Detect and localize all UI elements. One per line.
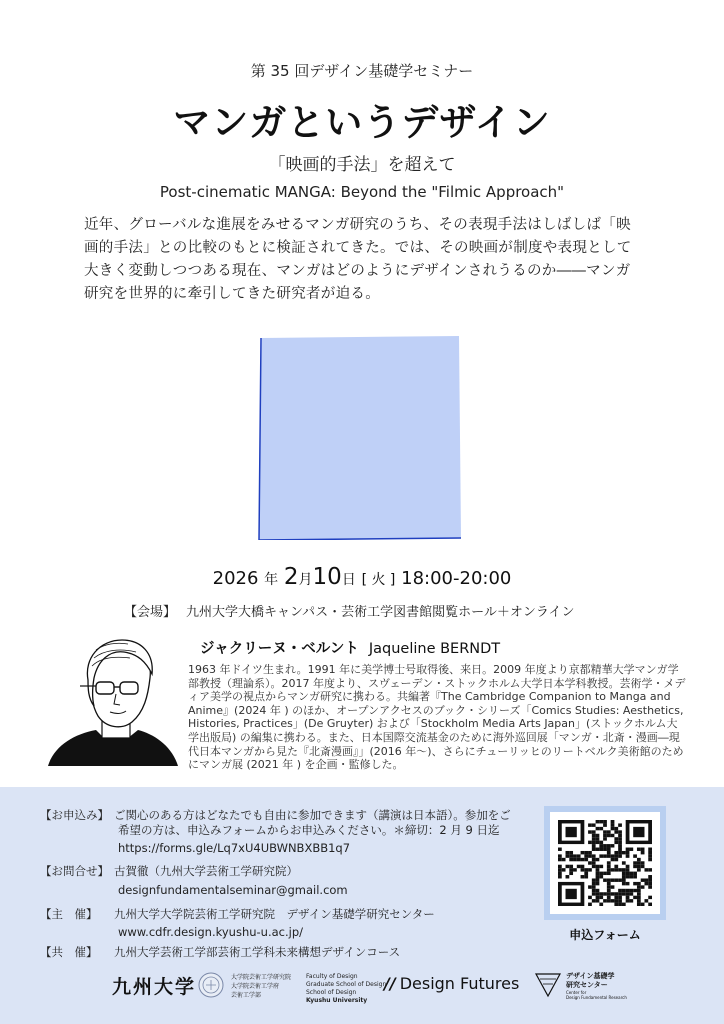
event-day: 10 [312, 564, 342, 590]
cohost-name: 九州大学芸術工学部芸術工学科未来構想デザインコース [114, 945, 401, 959]
cohost-label: 【共 催】 [40, 945, 98, 959]
contact-name: 古賀徹（九州大学芸術工学研究院） [114, 864, 298, 878]
event-day-unit: 日 [341, 572, 356, 588]
qr-caption: 申込フォーム [569, 928, 641, 942]
speaker-portrait [44, 634, 180, 766]
event-venue [124, 601, 574, 620]
venue-label: 【会場】 [124, 605, 177, 620]
faculty-ja-line-2: 大学院芸術工学府 [231, 983, 280, 990]
logo-bar [0, 966, 724, 1016]
lead-paragraph: 近年、グローバルな進展をみせるマンガ研究のうち、その表現手法はしばしば「映画的手法」との比較のもとに検証されてきた。では、その映画が制度や表現として大きく変動しつつある現在、マンガはどのようにデザインされうるのか――マンガ研究を世界的に牽引してきた研究者が迫る。 [84, 217, 632, 302]
event-month: 2 [283, 564, 299, 590]
faculty-ja-line-1: 大学院芸術工学研究院 [231, 974, 292, 981]
host-url-link[interactable]: www.cdfr.design.kyushu-u.ac.jp/ [118, 925, 304, 939]
triangle-logo-icon [534, 970, 562, 998]
double-slash-icon: // [384, 974, 396, 993]
host-name: 九州大学大学院芸術工学研究院 デザイン基礎学研究センター [114, 907, 435, 921]
cohost-row [40, 944, 400, 960]
subtitle-english: Post-cinematic MANGA: Beyond the "Filmic Approach" [159, 183, 565, 201]
host-row [40, 906, 435, 922]
apply-text-2: 希望の方は、申込みフォームからお申込みください。＊締切：2 月 9 日迄 [118, 823, 500, 837]
contact-label: 【お問合せ】 [40, 864, 109, 878]
design-futures-logo [384, 974, 519, 993]
dfr-line-4: Design Fundamental Research [566, 995, 627, 1000]
faculty-en-line-1: Faculty of Design [306, 973, 358, 980]
venue-text: 九州大学大橋キャンパス・芸術工学図書館閲覧ホール＋オンライン [186, 605, 575, 620]
event-weekday: [ 火 ] [361, 572, 396, 588]
event-month-unit: 月 [298, 572, 313, 588]
speaker-name-ja: ジャクリーヌ・ベルント [200, 641, 359, 657]
dfr-center-logo-text [566, 972, 627, 1000]
dfr-line-3: Center for [566, 990, 587, 995]
university-seal-icon [198, 972, 224, 998]
faculty-ja-line-3: 芸術工学部 [231, 992, 262, 999]
speaker-bio: 1963 年ドイツ生まれ。1991 年に美学博士号取得後、来日。2009 年度より京都精華大学マンガ学部教授（理論系）。2017 年度より、スヴェーデン・ストックホルム大学日本学科教授。芸術学・メディア美学の視点からマンガ研究に携わる。共編著『The Cambridge Companion to Manga and Anime』(2024 年 ) のほか、オープンアクセスのブック・シリーズ「Comics Studies: Aesthetics, Histories, Practices」(De Gruyter) および「Stockholm Media Arts Japan」(ストックホルム大学出版局) の編集に携わる。また、日本国際交流基金のために海外巡回展「マンガ・北斎・漫画―現代日本マンガから見た『北斎漫画』」(2016 年〜)、さらにチューリッヒのリートベルク美術館のためにマンガ展 (2021 年 ) を企画・監修した。 [188, 663, 686, 772]
dfr-line-2: 研究センター [566, 981, 608, 989]
series-label: 第 35 回デザイン基礎学セミナー [250, 62, 474, 80]
apply-label: 【お申込み】 [40, 808, 109, 822]
apply-row [40, 807, 511, 823]
blue-square-visual [257, 334, 463, 540]
host-label: 【主 催】 [40, 907, 98, 921]
kyushu-university-logo: 九州大学 [112, 976, 197, 998]
event-year: 2026 [212, 568, 259, 589]
faculty-name-ja [231, 973, 291, 1000]
contact-row [40, 863, 298, 879]
event-time: 18:00-20:00 [401, 568, 512, 589]
design-futures-text: Design Futures [399, 974, 520, 993]
speaker-name [200, 637, 500, 658]
apply-text-1: ご関心のある方はどなたでも自由に参加できます（講演は日本語）。参加をご [114, 808, 511, 822]
qr-code-icon [558, 820, 652, 906]
subtitle-japanese: 「映画的手法」を超えて [268, 155, 456, 175]
dfr-line-1: デザイン基礎学 [566, 972, 615, 980]
qr-code[interactable] [544, 806, 666, 920]
apply-url-link[interactable]: https://forms.gle/Lq7xU4UBWNBXBB1q7 [118, 841, 351, 855]
faculty-en-line-2: Graduate School of Design [306, 981, 387, 988]
faculty-name-en [306, 973, 386, 1005]
page-title: マンガというデザイン [173, 101, 551, 144]
speaker-name-en: Jaqueline BERNDT [368, 641, 501, 657]
faculty-en-line-3: School of Design [306, 989, 357, 996]
event-datetime [0, 564, 724, 590]
contact-email-link[interactable]: designfundamentalseminar@gmail.com [118, 883, 348, 897]
event-year-unit: 年 [264, 572, 279, 588]
faculty-en-line-4: Kyushu University [306, 997, 368, 1004]
